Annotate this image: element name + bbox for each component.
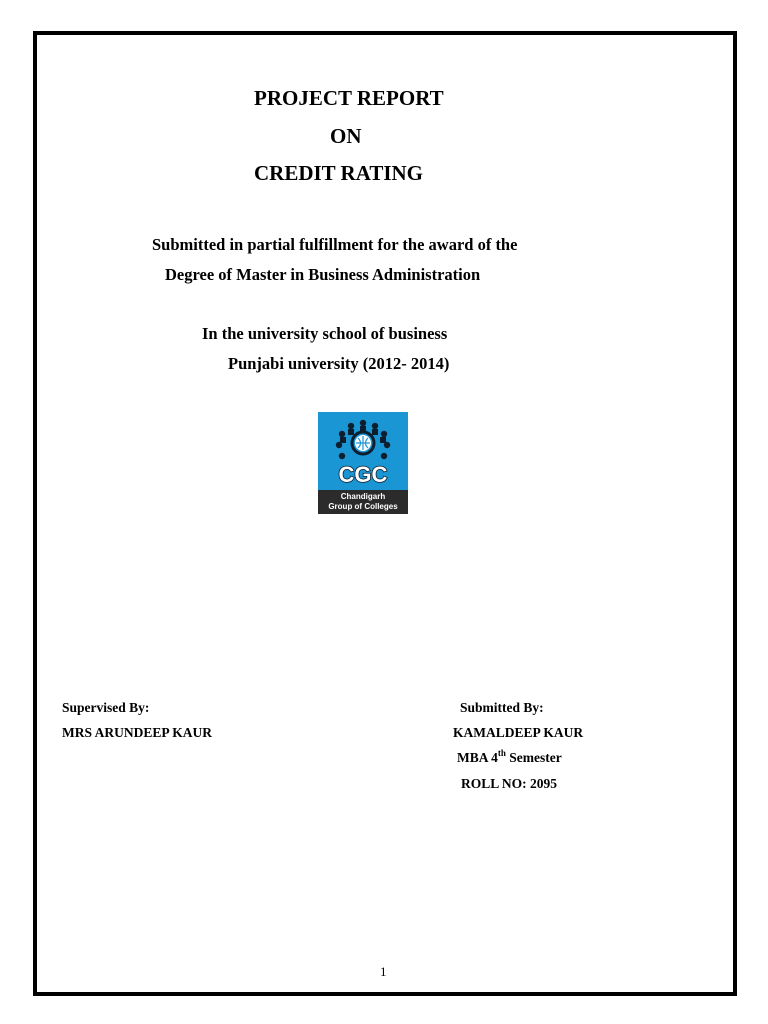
logo-name-line-2: Group of Colleges — [328, 502, 398, 511]
program-prefix: MBA 4 — [457, 750, 498, 765]
supervised-by-heading: Supervised By: — [62, 700, 150, 715]
logo-name-line-1: Chandigarh — [340, 492, 386, 501]
institution-line-2: Punjabi university (2012- 2014) — [228, 354, 450, 373]
title-line-1: PROJECT REPORT — [254, 86, 444, 110]
submitted-by-heading: Submitted By: — [460, 700, 544, 715]
title-line-2: ON — [330, 124, 362, 148]
cgc-logo — [318, 412, 408, 514]
title-line-3: CREDIT RATING — [254, 161, 424, 185]
submitter-name: KAMALDEEP KAUR — [453, 725, 584, 740]
program-superscript: th — [497, 748, 506, 758]
submitted-line-2: Degree of Master in Business Administration — [165, 265, 481, 284]
page-number: 1 — [380, 964, 387, 979]
institution-line-1: In the university school of business — [202, 324, 448, 343]
logo-acronym: CGC — [338, 462, 388, 487]
logo-emblem-icon — [318, 412, 408, 514]
submitter-roll-number: ROLL NO: 2095 — [461, 776, 558, 791]
submitter-program — [457, 750, 562, 766]
supervisor-name: MRS ARUNDEEP KAUR — [62, 725, 213, 740]
program-suffix: Semester — [505, 750, 562, 765]
submitted-line-1: Submitted in partial fulfillment for the award of the — [152, 235, 518, 254]
